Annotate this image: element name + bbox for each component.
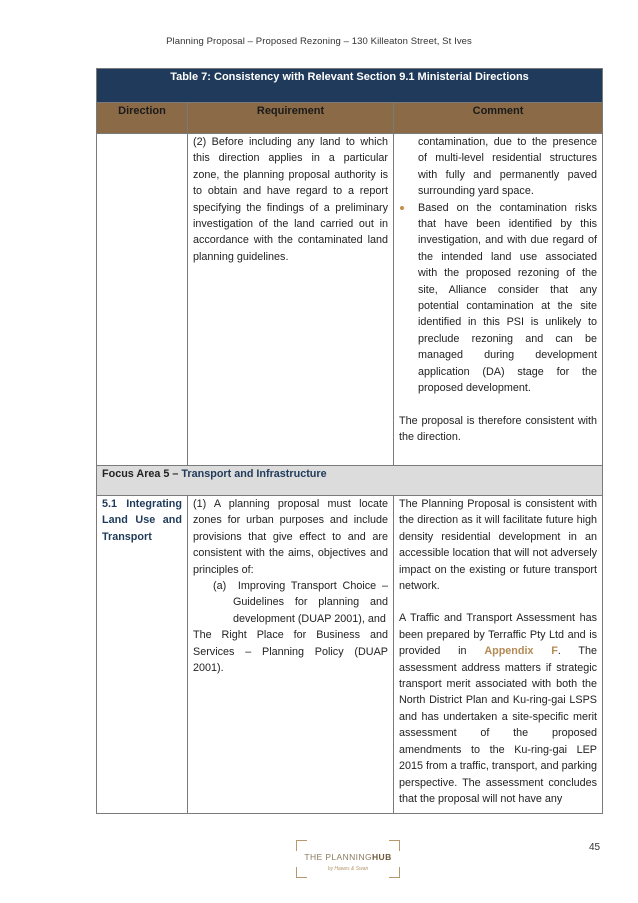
- appendix-f-link[interactable]: Appendix F: [484, 645, 558, 658]
- focus-area-title: Transport and Infrastructure: [181, 468, 327, 480]
- list-item: [399, 134, 597, 200]
- requirement-cell: [188, 496, 394, 814]
- list-item: [399, 200, 597, 397]
- comment-paragraph-2: [399, 610, 597, 807]
- requirement-item-a: (a) Improving Transport Choice – Guidelines for planning and development (DUAP 2001), and: [213, 580, 388, 625]
- direction-5-1-label: 5.1 Integrating Land Use and Transport: [102, 498, 182, 543]
- page-header: Planning Proposal – Proposed Rezoning – 130 Killeaton Street, St Ives: [166, 36, 472, 47]
- ministerial-directions-table: [96, 68, 603, 814]
- comment-bullet-text: Based on the contamination risks that have been identified by this investigation, and with due regard of the intended land use associated with the proposed rezoning of the site, Alliance consider that any potential contamination at the site identified in this PSI is unlikely to preclude rezoning and can be managed during development application (DA) stage for the proposed development.: [418, 201, 598, 395]
- requirement-text: (2) Before including any land to which this direction applies in a particular zone, the planning proposal authority is to obtain and have regard to a report specifying the findings of a preliminary investigation of the land carried out in accordance with the contaminated land planning guidelines.: [193, 136, 388, 263]
- table-header-row: [97, 103, 603, 134]
- requirement-intro: (1) A planning proposal must locate zones for urban purposes and include provisions that give effect to and are consistent with the aims, objectives and principles of:: [193, 498, 388, 576]
- logo-wordmark: THE PLANNINGHUB: [304, 852, 392, 862]
- column-header-comment: Comment: [394, 103, 603, 134]
- comment-paragraph-1: The Planning Proposal is consistent with the direction as it will facilitate future high density residential development in an accessible location that will not adversely impact on the existing or future transport network.: [399, 498, 598, 593]
- logo-tagline: by Hawes & Swan: [327, 866, 369, 872]
- table-row: [97, 496, 603, 814]
- comment-bullet-list: [399, 134, 597, 397]
- table-row: [97, 134, 603, 466]
- bullet-icon: [400, 206, 404, 210]
- column-header-direction: Direction: [97, 103, 188, 134]
- direction-cell: [97, 134, 188, 466]
- focus-area-row: [97, 466, 603, 496]
- comment-continued-text: contamination, due to the presence of multi-level residential structures with fully and permanently paved surrounding yard space.: [418, 136, 598, 198]
- focus-area-prefix: Focus Area 5 –: [102, 468, 182, 480]
- column-header-requirement: Requirement: [188, 103, 394, 134]
- direction-cell: [97, 496, 188, 814]
- table-title-row: [97, 69, 603, 103]
- comment-paragraph-2-end: . The assessment address matters if strategic transport merit associated with both the North District Plan and Ku-ring-gai LSPS and has undertaken a site-specific merit assessment of the proposed amendments to the Ku-ring-gai LEP 2015 from a traffic, transport, and parking perspective. The assessment concludes that the proposal will not have any: [399, 645, 598, 805]
- focus-area-heading: [97, 466, 603, 496]
- comment-conclusion: The proposal is therefore consistent with the direction.: [399, 414, 598, 443]
- comment-paragraph-2-start: A Traffic and Transport Assessment has been prepared by Terraffic Pty Ltd and is provided in: [399, 612, 598, 658]
- comment-cell: [394, 134, 603, 466]
- table-title: Table 7: Consistency with Relevant Section 9.1 Ministerial Directions: [97, 69, 603, 103]
- requirement-cell: [188, 134, 394, 466]
- requirement-tail: The Right Place for Business and Services – Planning Policy (DUAP 2001).: [193, 629, 388, 675]
- planning-hub-logo: [296, 840, 400, 878]
- page-number: 45: [589, 842, 601, 853]
- comment-cell: [394, 496, 603, 814]
